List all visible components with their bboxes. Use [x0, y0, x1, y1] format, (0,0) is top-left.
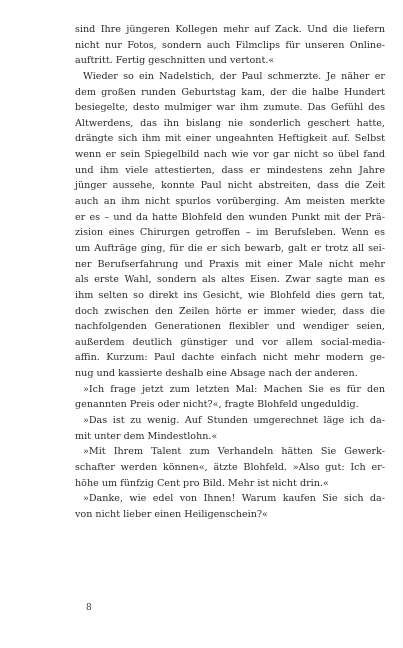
text-line: zision eines Chirurgen getroffen – im Berufsleben. Wenn es [75, 227, 385, 239]
text-line: drängte sich ihm mit einer ungeahnten Heftigkeit auf. Selbst [75, 133, 385, 145]
text-line: auch an ihm nicht spurlos vorüberging. Am meisten merkte [75, 196, 385, 208]
text-line: auftritt. Fertig geschnitten und vertont.« [75, 55, 275, 67]
text-line: ner Berufserfahrung und Praxis mit einer Male nicht mehr [75, 258, 385, 270]
page-number: 8 [86, 603, 92, 613]
text-line: Wieder so ein Nadelstich, der Paul schmerzte. Je näher er [83, 70, 385, 82]
text-line: besiegelte, desto mulmiger war ihm zumute. Das Gefühl des [75, 102, 385, 114]
text-line: affin. Kurzum: Paul dachte einfach nicht mehr modern ge- [75, 352, 385, 364]
text-line: von nicht lieber einen Heiligenschein?« [75, 508, 268, 520]
text-line: höhe um fünfzig Cent pro Bild. Mehr ist nicht drin.« [75, 477, 329, 489]
text-line: um Aufträge ging, für die er sich bewarb, galt er trotz all sei- [75, 242, 385, 254]
text-line: nicht nur Fotos, sondern auch Filmclips für unseren Online- [75, 39, 385, 51]
text-line: doch zwischen den Zeilen hörte er immer wieder, dass die [75, 305, 385, 317]
text-line: schafter werden können«, ätzte Blohfeld. »Also gut: Ich er- [75, 461, 385, 473]
text-line: er es – und da hatte Blohfeld den wunden Punkt mit der Prä- [75, 211, 385, 223]
text-line: nachfolgenden Generationen flexibler und wendiger seien, [75, 321, 385, 333]
text-line: dem großen runden Geburtstag kam, der die halbe Hundert [75, 86, 385, 98]
text-line: wenn er sein Spiegelbild nach wie vor gar nicht so übel fand [75, 149, 385, 161]
text-line: »Mit Ihrem Talent zum Verhandeln hätten Sie Gewerk- [83, 446, 385, 458]
text-line: »Danke, wie edel von Ihnen! Warum kaufen Sie sich da- [83, 493, 385, 505]
text-line: sind Ihre jüngeren Kollegen mehr auf Zack. Und die liefern [75, 24, 385, 35]
text-line: und ihm viele attestierten, dass er mindestens zehn Jahre [75, 164, 385, 176]
text-line: genannten Preis oder nicht?«, fragte Blohfeld ungeduldig. [75, 399, 359, 411]
text-line: nug und kassierte deshalb eine Absage nach der anderen. [75, 368, 358, 380]
text-line: als erste Wahl, sondern als altes Eisen. Zwar sagte man es [75, 274, 385, 286]
text-line: »Das ist zu wenig. Auf Stunden umgerechnet läge ich da- [83, 415, 385, 427]
text-line: außerdem deutlich günstiger und vor allem social-media- [75, 336, 385, 348]
text-line: jünger aussehe, konnte Paul nicht abstreiten, dass die Zeit [75, 180, 385, 192]
text-line: »Ich frage jetzt zum letzten Mal: Machen Sie es für den [83, 383, 385, 395]
body-text [75, 22, 385, 523]
text-line: ihm selten so direkt ins Gesicht, wie Blohfeld dies gern tat, [75, 289, 385, 301]
text-line: Altwerdens, das ihn bislang nie sonderlich geschert hatte, [75, 117, 385, 129]
text-line: mit unter dem Mindestlohn.« [75, 430, 218, 442]
